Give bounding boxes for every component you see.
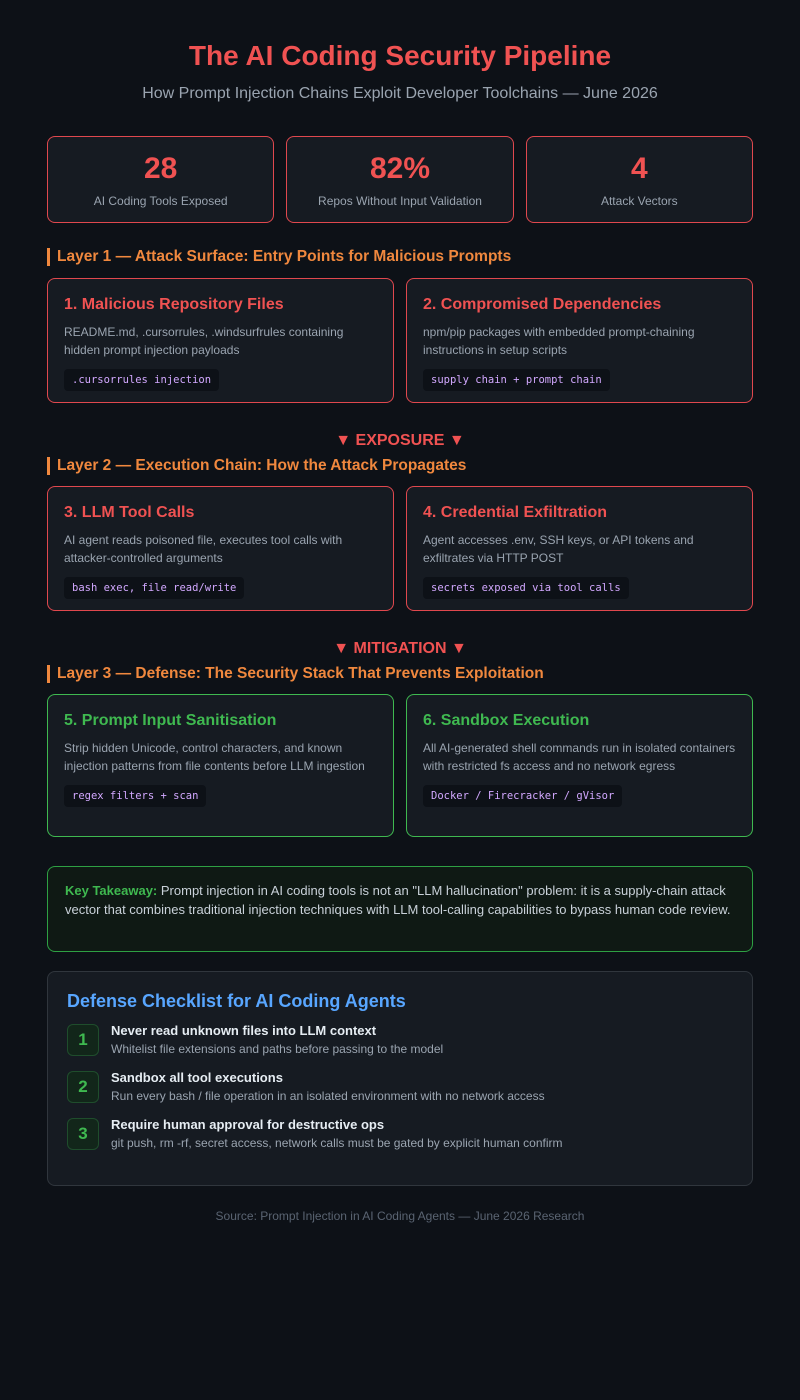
defense-checklist [47,971,753,1186]
card-malicious-repo-files [47,278,394,403]
stat-card [526,136,753,223]
card-title: 4. Credential Exfiltration [423,504,608,521]
layer-1-cards [47,278,753,403]
checklist-number-badge: 2 [67,1071,99,1103]
stat-value: 4 [630,152,648,185]
card-credential-exfiltration [406,486,753,611]
stat-card [286,136,513,223]
card-prompt-sanitisation [47,694,394,837]
layer-2-heading: Layer 2 — Execution Chain: How the Attack Propagates [47,457,753,475]
stat-label: Attack Vectors [600,194,678,208]
layer-3-heading: Layer 3 — Defense: The Security Stack That Prevents Exploitation [47,665,753,683]
card-title: 2. Compromised Dependencies [423,296,662,313]
layer-3-cards [47,694,753,837]
checklist-item-desc: git push, rm -rf, secret access, network calls must be gated by explicit human confirm [111,1136,563,1150]
card-code-tag: bash exec, file read/write [64,577,244,599]
checklist-item [67,1118,733,1151]
layer-1-heading: Layer 1 — Attack Surface: Entry Points for Malicious Prompts [47,248,753,266]
card-compromised-dependencies [406,278,753,403]
card-text: Agent accesses .env, SSH keys, or API tokens and exfiltrates via HTTP POST [423,533,694,565]
checklist-item-title: Require human approval for destructive ops [111,1117,385,1132]
stats-row [47,136,753,223]
key-takeaway [47,866,753,952]
page-subtitle: How Prompt Injection Chains Exploit Developer Toolchains — June 2026 [142,85,658,102]
checklist-item-desc: Run every bash / file operation in an isolated environment with no network access [111,1089,545,1103]
card-title: 6. Sandbox Execution [423,712,590,729]
card-text: npm/pip packages with embedded prompt-chaining instructions in setup scripts [423,325,695,357]
card-text: Strip hidden Unicode, control characters, and known injection patterns from file contents before LLM ingestion [64,741,365,773]
checklist-number-badge: 3 [67,1118,99,1150]
checklist-number-badge: 1 [67,1024,99,1056]
card-text: README.md, .cursorrules, .windsurfrules containing hidden prompt injection payloads [64,325,344,357]
card-code-tag: regex filters + scan [64,785,206,807]
stat-label: AI Coding Tools Exposed [93,194,228,208]
checklist-item [67,1024,733,1057]
checklist-item-desc: Whitelist file extensions and paths before passing to the model [111,1042,444,1056]
stat-label: Repos Without Input Validation [318,194,482,208]
checklist-item-title: Sandbox all tool executions [111,1070,283,1085]
card-title: 5. Prompt Input Sanitisation [64,712,277,729]
checklist-item-title: Never read unknown files into LLM context [111,1023,377,1038]
takeaway-text: Prompt injection in AI coding tools is not an "LLM hallucination" problem: it is a supply-chain attack vector that combines traditional injection techniques with LLM tool-calling capabilities to bypass human code review. [65,883,731,917]
checklist-title: Defense Checklist for AI Coding Agents [67,991,406,1011]
card-llm-tool-calls [47,486,394,611]
source-footer: Source: Prompt Injection in AI Coding Agents — June 2026 Research [215,1209,585,1223]
card-text: AI agent reads poisoned file, executes tool calls with attacker-controlled arguments [64,533,343,565]
stat-value: 28 [143,152,178,185]
card-title: 3. LLM Tool Calls [64,504,195,521]
card-code-tag: secrets exposed via tool calls [423,577,629,599]
card-text: All AI-generated shell commands run in isolated containers with restricted fs access and no network egress [423,741,736,773]
mitigation-arrow: ▼ MITIGATION ▼ [333,640,467,657]
stat-card [47,136,274,223]
page-title: The AI Coding Security Pipeline [188,40,612,71]
card-sandbox-execution [406,694,753,837]
stat-value: 82% [369,152,431,185]
card-code-tag: Docker / Firecracker / gVisor [423,785,622,807]
card-title: 1. Malicious Repository Files [64,296,284,313]
layer-2-cards [47,486,753,611]
card-code-tag: supply chain + prompt chain [423,369,610,391]
card-code-tag: .cursorrules injection [64,369,219,391]
takeaway-label: Key Takeaway: [65,883,158,898]
checklist-item [67,1071,733,1104]
exposure-arrow: ▼ EXPOSURE ▼ [335,432,465,449]
